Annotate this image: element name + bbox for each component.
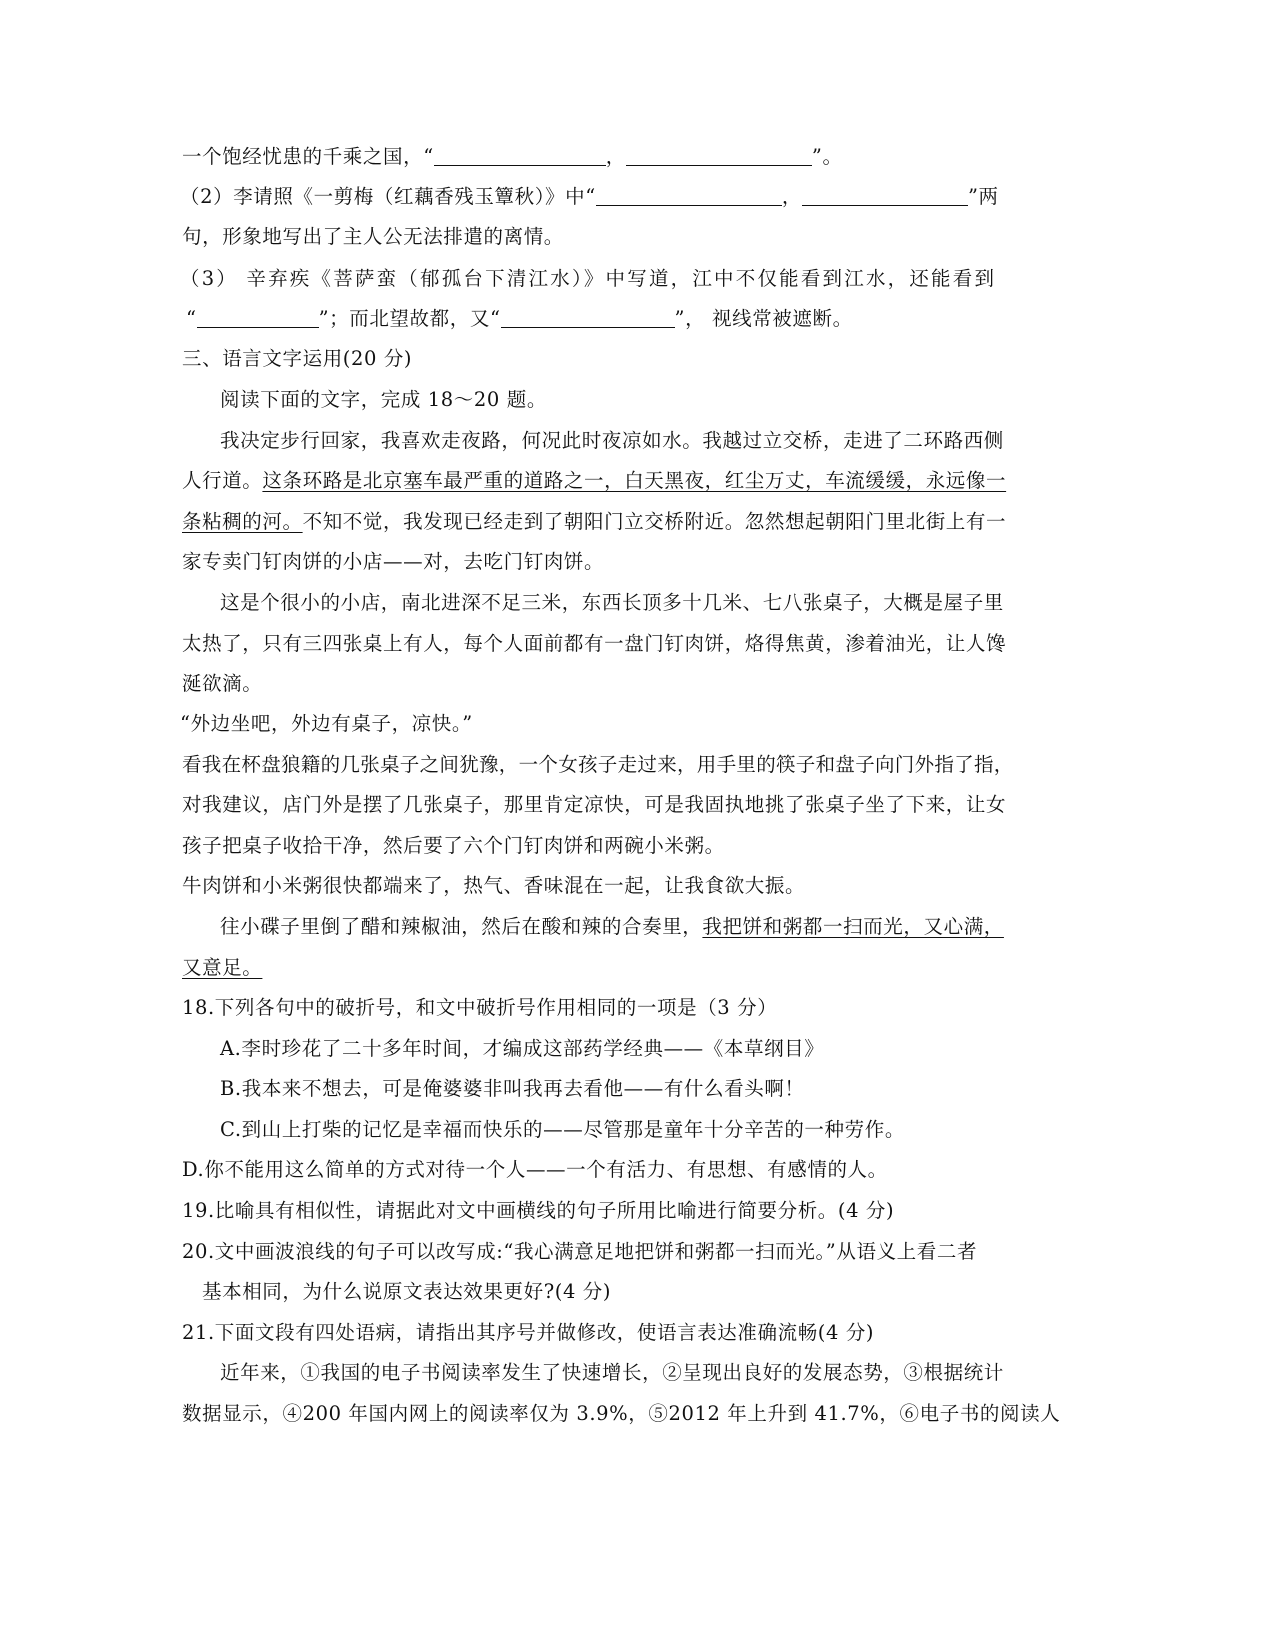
passage-line: 家专卖门钉肉饼的小店——对，去吃门钉肉饼。 <box>182 550 605 573</box>
question-17-3: （3） 辛弃疾《菩萨蛮（郁孤台下清江水）》中写道，江中不仅能看到江水，还能看到 <box>180 267 997 290</box>
text-line: 句，形象地写出了主人公无法排遣的离情。 <box>182 225 564 248</box>
passage-line: 太热了，只有三四张桌上有人，每个人面前都有一盘门钉肉饼，烙得焦黄，渗着油光，让人馋 <box>182 632 1007 655</box>
passage-line: 条粘稠的河。不知不觉，我发现已经走到了朝阳门立交桥附近。忽然想起朝阳门里北街上有一 <box>182 510 1007 533</box>
passage-line: 我决定步行回家，我喜欢走夜路，何况此时夜凉如水。我越过立交桥，走进了二环路西侧 <box>220 429 1004 452</box>
poem-line-1: 一个饱经忧患的千乘之国，“ ， ”。 <box>182 145 843 168</box>
question-21: 21.下面文段有四处语病，请指出其序号并做修改，使语言表达准确流畅(4 分) <box>182 1321 875 1344</box>
passage-line: 人行道。这条环路是北京塞车最严重的道路之一，白天黑夜，红尘万丈，车流缓缓，永远像一 <box>182 469 1007 492</box>
option-b: B.我本来不想去，可是俺婆婆非叫我再去看他——有什么看头啊！ <box>220 1077 805 1100</box>
question-19: 19.比喻具有相似性，请据此对文中画横线的句子所用比喻进行简要分析。(4 分) <box>182 1199 895 1222</box>
passage-line <box>182 955 1082 981</box>
answer-blank[interactable] <box>626 145 812 166</box>
passage-line: 牛肉饼和小米粥很快都端来了，热气、香味混在一起，让我食欲大振。 <box>182 874 806 897</box>
answer-blank[interactable] <box>434 145 606 166</box>
passage-line: 这是个很小的小店，南北进深不足三米，东西长顶多十几米、七八张桌子，大概是屋子里 <box>220 591 1004 614</box>
answer-blank[interactable] <box>596 185 782 206</box>
question-18: 18.下列各句中的破折号，和文中破折号作用相同的一项是（3 分） <box>182 996 778 1019</box>
passage-line: 对我建议，店门外是摆了几张桌子，那里肯定凉快，可是我固执地挑了张桌子坐了下来，让女 <box>182 793 1007 816</box>
section-heading: 三、语言文字运用(20 分) <box>182 347 413 370</box>
underlined-sentence: 条粘稠的河。 <box>182 510 303 533</box>
option-d: D.你不能用这么简单的方式对待一个人——一个有活力、有思想、有感情的人。 <box>182 1158 888 1181</box>
passage-line: 看我在杯盘狼籍的几张桌子之间犹豫，一个女孩子走过来，用手里的筷子和盘子向门外指了指， <box>182 753 1014 776</box>
option-a: A.李时珍花了二十多年时间，才编成这部药学经典——《本草纲目》 <box>220 1037 825 1060</box>
passage-line: 数据显示，④200 年国内网上的阅读率仅为 3.9%，⑤2012 年上升到 41.7%，⑥电子书的阅读人 <box>182 1402 1061 1425</box>
underlined-sentence: 这条环路是北京塞车最严重的道路之一，白天黑夜，红尘万丈，车流缓缓，永远像一 <box>262 469 1007 492</box>
instruction: 阅读下面的文字，完成 18～20 题。 <box>220 388 547 411</box>
passage-line: 孩子把桌子收拾干净，然后要了六个门钉肉饼和两碗小米粥。 <box>182 834 725 857</box>
passage-line: 涎欲滴。 <box>182 672 263 695</box>
wavy-underlined-sentence: 我把饼和粥都一扫而光，又心满， <box>702 915 1004 938</box>
passage-line: “外边坐吧，外边有桌子，凉快。” <box>180 712 473 735</box>
question-17-2: （2）李请照《一剪梅（红藕香残玉簟秋）》中“ ， ”两 <box>180 185 999 208</box>
wavy-underlined-sentence: 又意足。 <box>182 956 263 979</box>
answer-blank[interactable] <box>197 307 319 328</box>
question-20-continued: 基本相同，为什么说原文表达效果更好?(4 分) <box>202 1280 612 1303</box>
option-c: C.到山上打柴的记忆是幸福而快乐的——尽管那是童年十分辛苦的一种劳作。 <box>220 1118 905 1141</box>
poem-line-3: “ ”；而北望故都，又“ ”， 视线常被遮断。 <box>186 307 853 330</box>
passage-line: 往小碟子里倒了醋和辣椒油，然后在酸和辣的合奏里，我把饼和粥都一扫而光，又心满， <box>220 915 1004 938</box>
answer-blank[interactable] <box>802 185 968 206</box>
question-20: 20.文中画波浪线的句子可以改写成:“我心满意足地把饼和粥都一扫而光。”从语义上看二者 <box>182 1240 978 1263</box>
passage-line: 近年来，①我国的电子书阅读率发生了快速增长，②呈现出良好的发展态势，③根据统计 <box>220 1361 1004 1384</box>
answer-blank[interactable] <box>501 307 675 328</box>
